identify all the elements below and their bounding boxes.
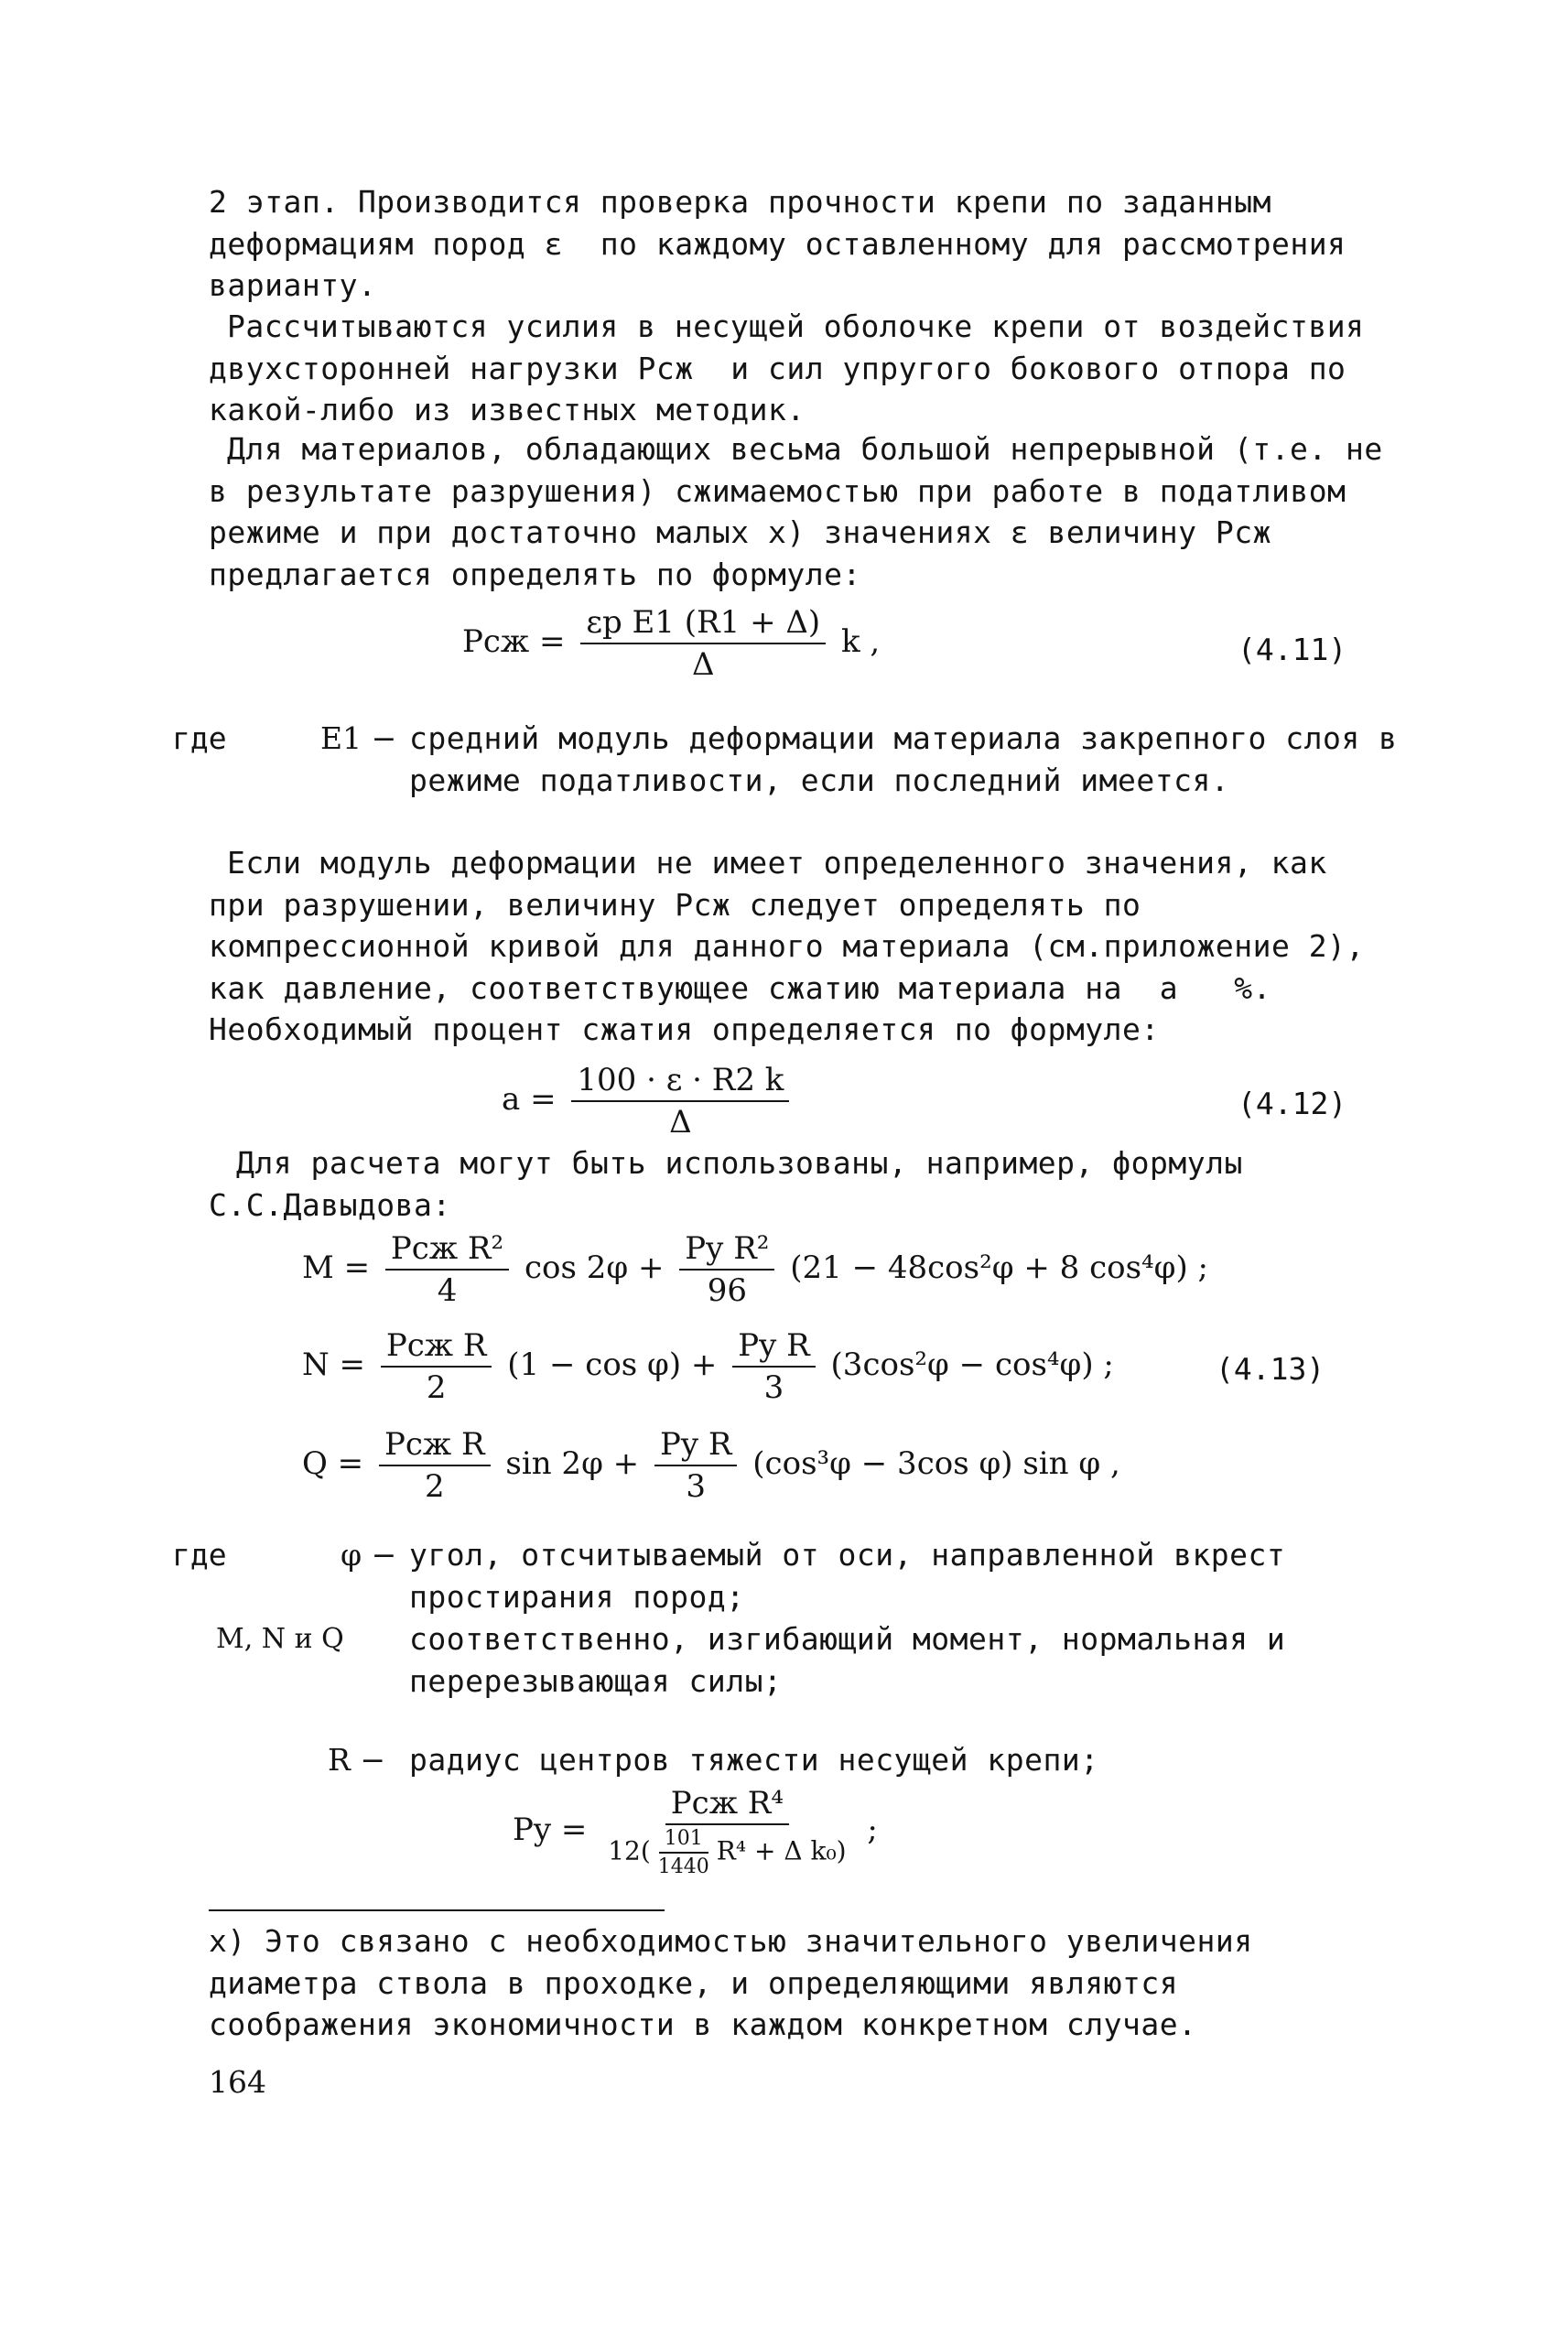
where-label-1: где bbox=[172, 720, 227, 756]
footnote-rule bbox=[209, 1909, 665, 1911]
eq412-numerator: 100 · ε · R2 k bbox=[571, 1062, 789, 1102]
footnote: x) Это связано с необходимостью значительного увеличения диаметра ствола в проходке, и определяющими являются соображения экономичности в каждом конкретном случае. bbox=[209, 1923, 1271, 2042]
r-definition: радиус центров тяжести несущей крепи; bbox=[409, 1742, 1099, 1778]
e1-symbol: E1 − bbox=[320, 720, 397, 756]
paragraph-materials: Для материалов, обладающих весьма большой непрерывной (т.е. не в результате разрушения) сжимаемостью при работе в податливом режиме и при достаточно малых x) значениях ε величину Pсж предлагается определять по формуле: bbox=[209, 431, 1402, 592]
equation-4-13-q: Q = $\frac{\text{Pсж R}}{2}$ sin 2φ + $\frac{\text{Py R}}{3}$ (cos³φ − 3cos φ) sin φ , bbox=[302, 1426, 1120, 1505]
eq412-fraction bbox=[571, 1062, 789, 1141]
equation-4-11: Pсж = $\frac{\text{εp E1 (R1 + Δ)}}{\Delta}$ k , bbox=[462, 604, 881, 683]
eq411-denominator: Δ bbox=[691, 646, 715, 683]
eq411-tail: k , bbox=[841, 623, 881, 660]
equation-4-13-n: N = $\frac{\text{Pсж R}}{2}$ (1 − cos φ) + $\frac{\text{Py R}}{3}$ (3cos²φ − cos⁴φ) ; bbox=[302, 1327, 1114, 1406]
m-fraction-2: $\frac{\text{Py R²}}{96}$ bbox=[679, 1230, 774, 1309]
py-fraction: Pсж R⁴ 12( $\frac{101}{1440}$ R⁴ + Δ k₀) bbox=[608, 1785, 847, 1878]
q-fraction-2: $\frac{\text{Py R}}{3}$ bbox=[654, 1426, 738, 1505]
equation-number-4-11: (4.11) bbox=[1238, 632, 1347, 667]
eq411-lhs: Pсж bbox=[462, 623, 530, 660]
equation-4-13-m: M = $\frac{\text{Pсж R²}}{4}$ cos 2φ + $\frac{\text{Py R²}}{96}$ (21 − 48cos²φ + 8 cos⁴φ) ; bbox=[302, 1230, 1208, 1309]
equation-number-4-12: (4.12) bbox=[1238, 1086, 1347, 1121]
page-number: 164 bbox=[209, 2064, 266, 2100]
eq412-denominator: Δ bbox=[669, 1104, 692, 1141]
phi-symbol: φ − bbox=[341, 1537, 397, 1573]
eq411-numerator: εp E1 (R1 + Δ) bbox=[580, 604, 826, 644]
equation-number-4-13: (4.13) bbox=[1216, 1351, 1325, 1387]
m-fraction-1: $\frac{\text{Pсж R²}}{4}$ bbox=[385, 1230, 509, 1309]
eq411-fraction bbox=[580, 604, 826, 683]
equation-4-12 bbox=[502, 1062, 795, 1141]
paragraph-modulus: Если модуль деформации не имеет определенного значения, как при разрушении, величину Pсж следует определять по компрессионной кривой для данного материала (см.приложение 2), как давление, соответствующее сжатию материала на a %. Необходимый процент сжатия определяется по формуле: bbox=[209, 845, 1384, 1047]
paragraph-forces: Рассчитываются усилия в несущей оболочке крепи от воздействия двухсторонней нагрузки Pсж и сил упругого бокового отпора по какой-либо из известных методик. bbox=[209, 308, 1383, 427]
mnq-definition: соответственно, изгибающий момент, нормальная и перерезывающая силы; bbox=[409, 1621, 1304, 1699]
r-symbol: R − bbox=[328, 1742, 385, 1778]
equation-py: Py = Pсж R⁴ 12( $\frac{101}{1440}$ R⁴ + Δ k₀) ; bbox=[513, 1785, 878, 1878]
n-fraction-1: $\frac{\text{Pсж R}}{2}$ bbox=[381, 1327, 492, 1406]
n-fraction-2: $\frac{\text{Py R}}{3}$ bbox=[732, 1327, 816, 1406]
mnq-symbol: M, N и Q bbox=[216, 1623, 344, 1655]
eq412-lhs: a = bbox=[502, 1081, 557, 1118]
phi-definition: угол, отсчитываемый от оси, направленной вкрест простирания пород; bbox=[409, 1537, 1304, 1615]
where-label-2: где bbox=[172, 1537, 227, 1573]
paragraph-stage-2: 2 этап. Производится проверка прочности крепи по заданным деформациям пород ε по каждому оставленному для рассмотрения варианту. bbox=[209, 184, 1365, 303]
e1-definition: средний модуль деформации материала закрепного слоя в режиме податливости, если последний имеется. bbox=[409, 720, 1416, 798]
q-fraction-1: $\frac{\text{Pсж R}}{2}$ bbox=[379, 1426, 491, 1505]
paragraph-davydov: Для расчета могут быть использованы, например, формулы С.С.Давыдова: bbox=[209, 1145, 1262, 1223]
